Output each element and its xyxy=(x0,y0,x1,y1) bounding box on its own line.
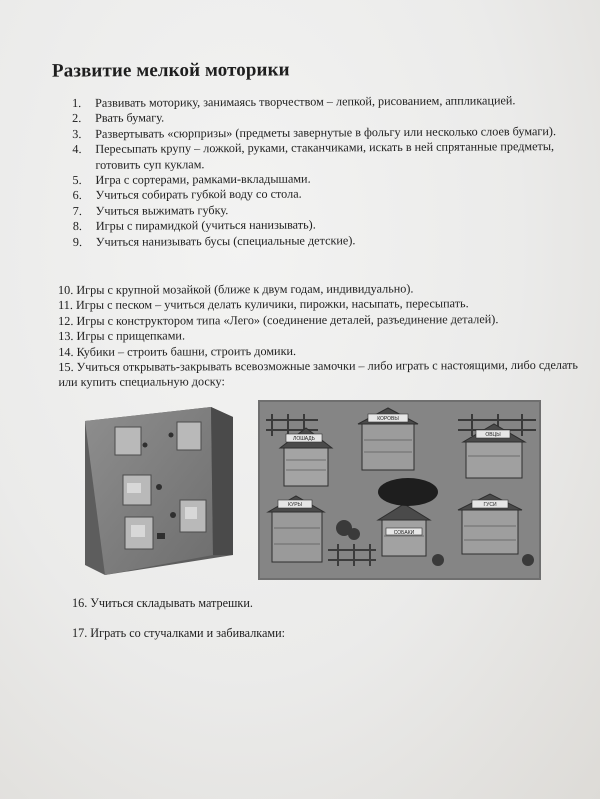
list-item: 11. Игры с песком – учиться делать куличики, пирожки, насыпать, пересыпать. xyxy=(58,296,469,313)
list-item: 13. Игры с прищепками. xyxy=(58,328,186,344)
list-text: Учиться нанизывать бусы (специальные детские). xyxy=(95,232,356,249)
list-text: Учиться выжимать губку. xyxy=(95,202,229,218)
list-item: 12. Игры с конструктором типа «Лего» (соединение деталей, разъединение деталей). xyxy=(58,311,499,328)
numbered-list xyxy=(72,93,573,250)
list-item: 15. Учиться открывать-закрывать всевозможные замочки – либо играть с настоящими, либо сделать или купить специальную доску: xyxy=(58,357,578,390)
list-text: Пересыпать крупу – ложкой, руками, стаканчиками, искать в ней спрятанные предметы, готовить суп куклам. xyxy=(95,139,555,172)
board-label-chickens: КУРЫ xyxy=(288,502,302,508)
board-label-geese: ГУСИ xyxy=(483,502,497,508)
list-number: 4. xyxy=(72,142,82,157)
board-label-sheep: ОВЦЫ xyxy=(485,432,501,438)
list-item: 14. Кубики – строить башни, строить домики. xyxy=(58,343,297,359)
board-label-horse: ЛОШАДЬ xyxy=(293,436,315,442)
list-item-17: 17. Играть со стучалками и забивалками: xyxy=(72,626,286,640)
list-number: 3. xyxy=(72,126,82,141)
list-number: 7. xyxy=(72,203,82,218)
list-item xyxy=(72,139,572,173)
plain-list xyxy=(58,281,578,391)
list-number: 9. xyxy=(72,234,83,249)
list-number: 8. xyxy=(72,219,82,234)
list-text: Учиться собирать губкой воду со стола. xyxy=(95,187,302,203)
list-item: 10. Игры с крупной мозайкой (ближе к двум годам, индивидуально). xyxy=(58,281,414,297)
list-item-16: 16. Учиться складывать матрешки. xyxy=(72,596,253,610)
busy-board-photo xyxy=(83,405,233,577)
list-text: Развертывать «сюрпризы» (предметы завернутые в фольгу или несколько слоев бумаги). xyxy=(95,123,557,141)
page-title: Развитие мелкой моторики xyxy=(51,59,290,82)
list-text: Рвать бумагу. xyxy=(95,110,165,126)
board-label-cows: КОРОВЫ xyxy=(377,416,399,422)
list-number: 5. xyxy=(72,172,82,188)
list-number: 2. xyxy=(72,111,82,126)
list-text: Игра с сортерами, рамками-вкладышами. xyxy=(95,171,311,187)
list-number: 1. xyxy=(72,95,82,110)
list-text: Развивать моторику, занимаясь творчеством – лепкой, рисованием, аппликацией. xyxy=(94,93,516,110)
list-number: 6. xyxy=(72,188,82,203)
list-item xyxy=(73,232,573,250)
farm-busy-board-photo xyxy=(258,400,541,580)
board-label-dogs: СОБАКИ xyxy=(393,530,415,536)
list-text: Игры с пирамидкой (учиться нанизывать). xyxy=(95,217,316,234)
